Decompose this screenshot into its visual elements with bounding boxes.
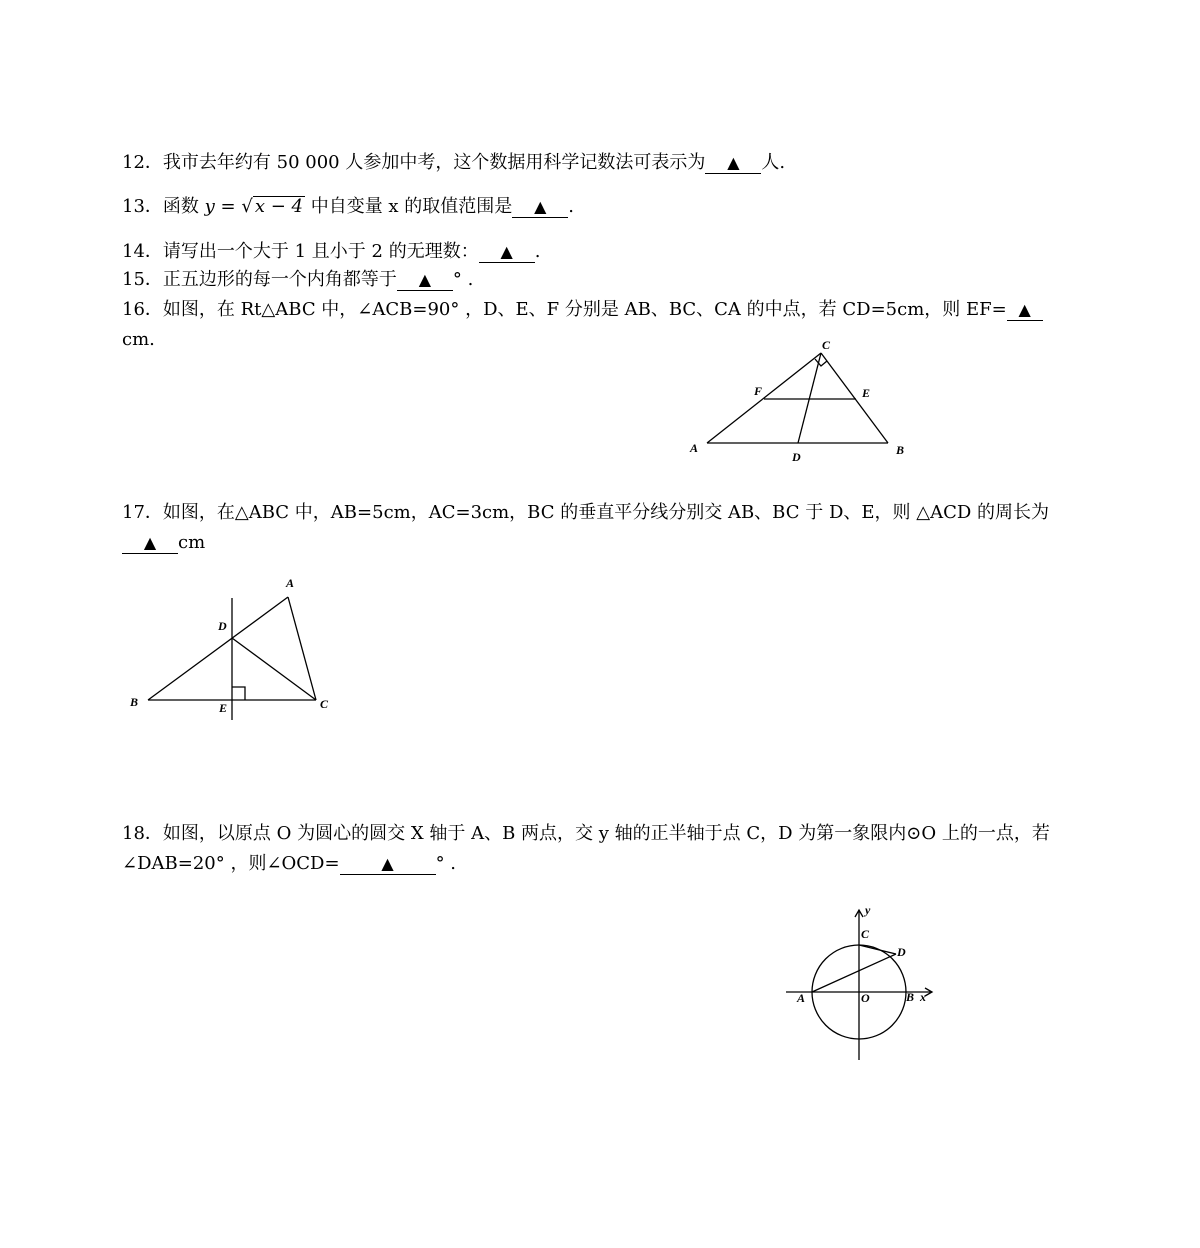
label-C: C [320, 697, 329, 711]
question-text: 请写出一个大于 1 且小于 2 的无理数： [162, 241, 479, 262]
segment-CD [859, 945, 896, 954]
label-E: E [219, 701, 228, 715]
blank-triangle-icon: ▲ [143, 533, 157, 552]
label-A: A [690, 441, 699, 455]
answer-blank [705, 153, 761, 174]
label-C: C [861, 927, 870, 941]
question-number: 17． [122, 502, 163, 523]
label-A: A [797, 991, 806, 1005]
segment-BA [148, 597, 288, 700]
label-C: C [822, 338, 831, 352]
question-13 [122, 192, 1052, 222]
label-F: F [754, 384, 763, 398]
right-angle-mark-E [232, 687, 245, 700]
question-text-middle: 中自变量 x 的取值范围是 [304, 196, 513, 217]
question-number: 13． [122, 196, 163, 217]
figure-17-triangle [120, 570, 340, 725]
label-O: O [861, 991, 870, 1005]
question-number: 16． [122, 299, 163, 320]
question-text-after: 人. [761, 152, 786, 173]
question-text: 如图，在△ABC 中，AB=5cm，AC=3cm，BC 的垂直平分线分别交 AB、BC 于 D、E，则 △ACD 的周长为 [162, 502, 1050, 523]
math-equals: = [214, 196, 242, 217]
answer-blank [122, 533, 178, 554]
right-angle-mark-C [815, 359, 827, 366]
question-text: 我市去年约有 50 000 人参加中考，这个数据用科学记数法可表示为 [162, 152, 706, 173]
blank-triangle-icon: ▲ [534, 197, 547, 216]
figure-16-triangle [680, 335, 920, 465]
question-text-after: . [568, 196, 575, 217]
figure-18-circle [780, 900, 950, 1070]
label-E: E [862, 386, 871, 400]
question-text: 函数 [162, 196, 205, 217]
question-text-after: ° . [452, 269, 474, 290]
question-number: 18． [122, 823, 163, 844]
math-variable-y: y [204, 196, 215, 217]
label-x: x [920, 990, 926, 1004]
blank-triangle-icon: ▲ [727, 153, 740, 172]
question-17 [122, 498, 1052, 558]
answer-blank [397, 270, 453, 291]
question-number: 12． [122, 152, 163, 173]
question-14 [122, 237, 1052, 267]
answer-blank [479, 242, 535, 263]
label-B: B [906, 990, 915, 1004]
question-18 [122, 819, 1052, 879]
label-D: D [792, 450, 801, 464]
segment-AC [288, 597, 316, 700]
question-text-after: cm. [122, 329, 155, 350]
question-text-after: cm [178, 532, 206, 553]
answer-blank [340, 854, 436, 875]
label-B: B [896, 443, 905, 457]
question-15 [122, 265, 1052, 295]
sqrt-sign: √ [241, 196, 253, 217]
sqrt-radicand: x − 4 [254, 196, 303, 217]
question-text: 如图，以原点 O 为圆心的圆交 X 轴于 A、B 两点，交 y 轴的正半轴于点 C，D 为第一象限内⊙O 上的一点，若∠DAB=20° ，则∠OCD= [122, 823, 1050, 874]
answer-blank [512, 197, 568, 218]
label-y: y [865, 903, 871, 917]
question-text: 如图，在 Rt△ABC 中，∠ACB=90° ，D、E、F 分别是 AB、BC、CA 的中点，若 CD=5cm，则 EF= [162, 299, 1007, 320]
question-text: 正五边形的每一个内角都等于 [162, 269, 397, 290]
answer-blank [1007, 300, 1043, 321]
question-number: 15． [122, 269, 163, 290]
label-D: D [897, 945, 906, 959]
blank-triangle-icon: ▲ [381, 854, 394, 873]
segment-AC [707, 353, 821, 443]
blank-triangle-icon: ▲ [418, 270, 432, 289]
question-number: 14． [122, 241, 163, 262]
label-B: B [130, 695, 139, 709]
question-12 [122, 148, 1052, 178]
segment-CD [798, 353, 821, 443]
question-text-after: ° . [435, 853, 457, 874]
label-D: D [218, 619, 227, 633]
segment-CB [821, 353, 888, 443]
label-A: A [286, 576, 295, 590]
blank-triangle-icon: ▲ [1018, 300, 1031, 319]
blank-triangle-icon: ▲ [500, 242, 513, 261]
question-text-after: . [534, 241, 541, 262]
